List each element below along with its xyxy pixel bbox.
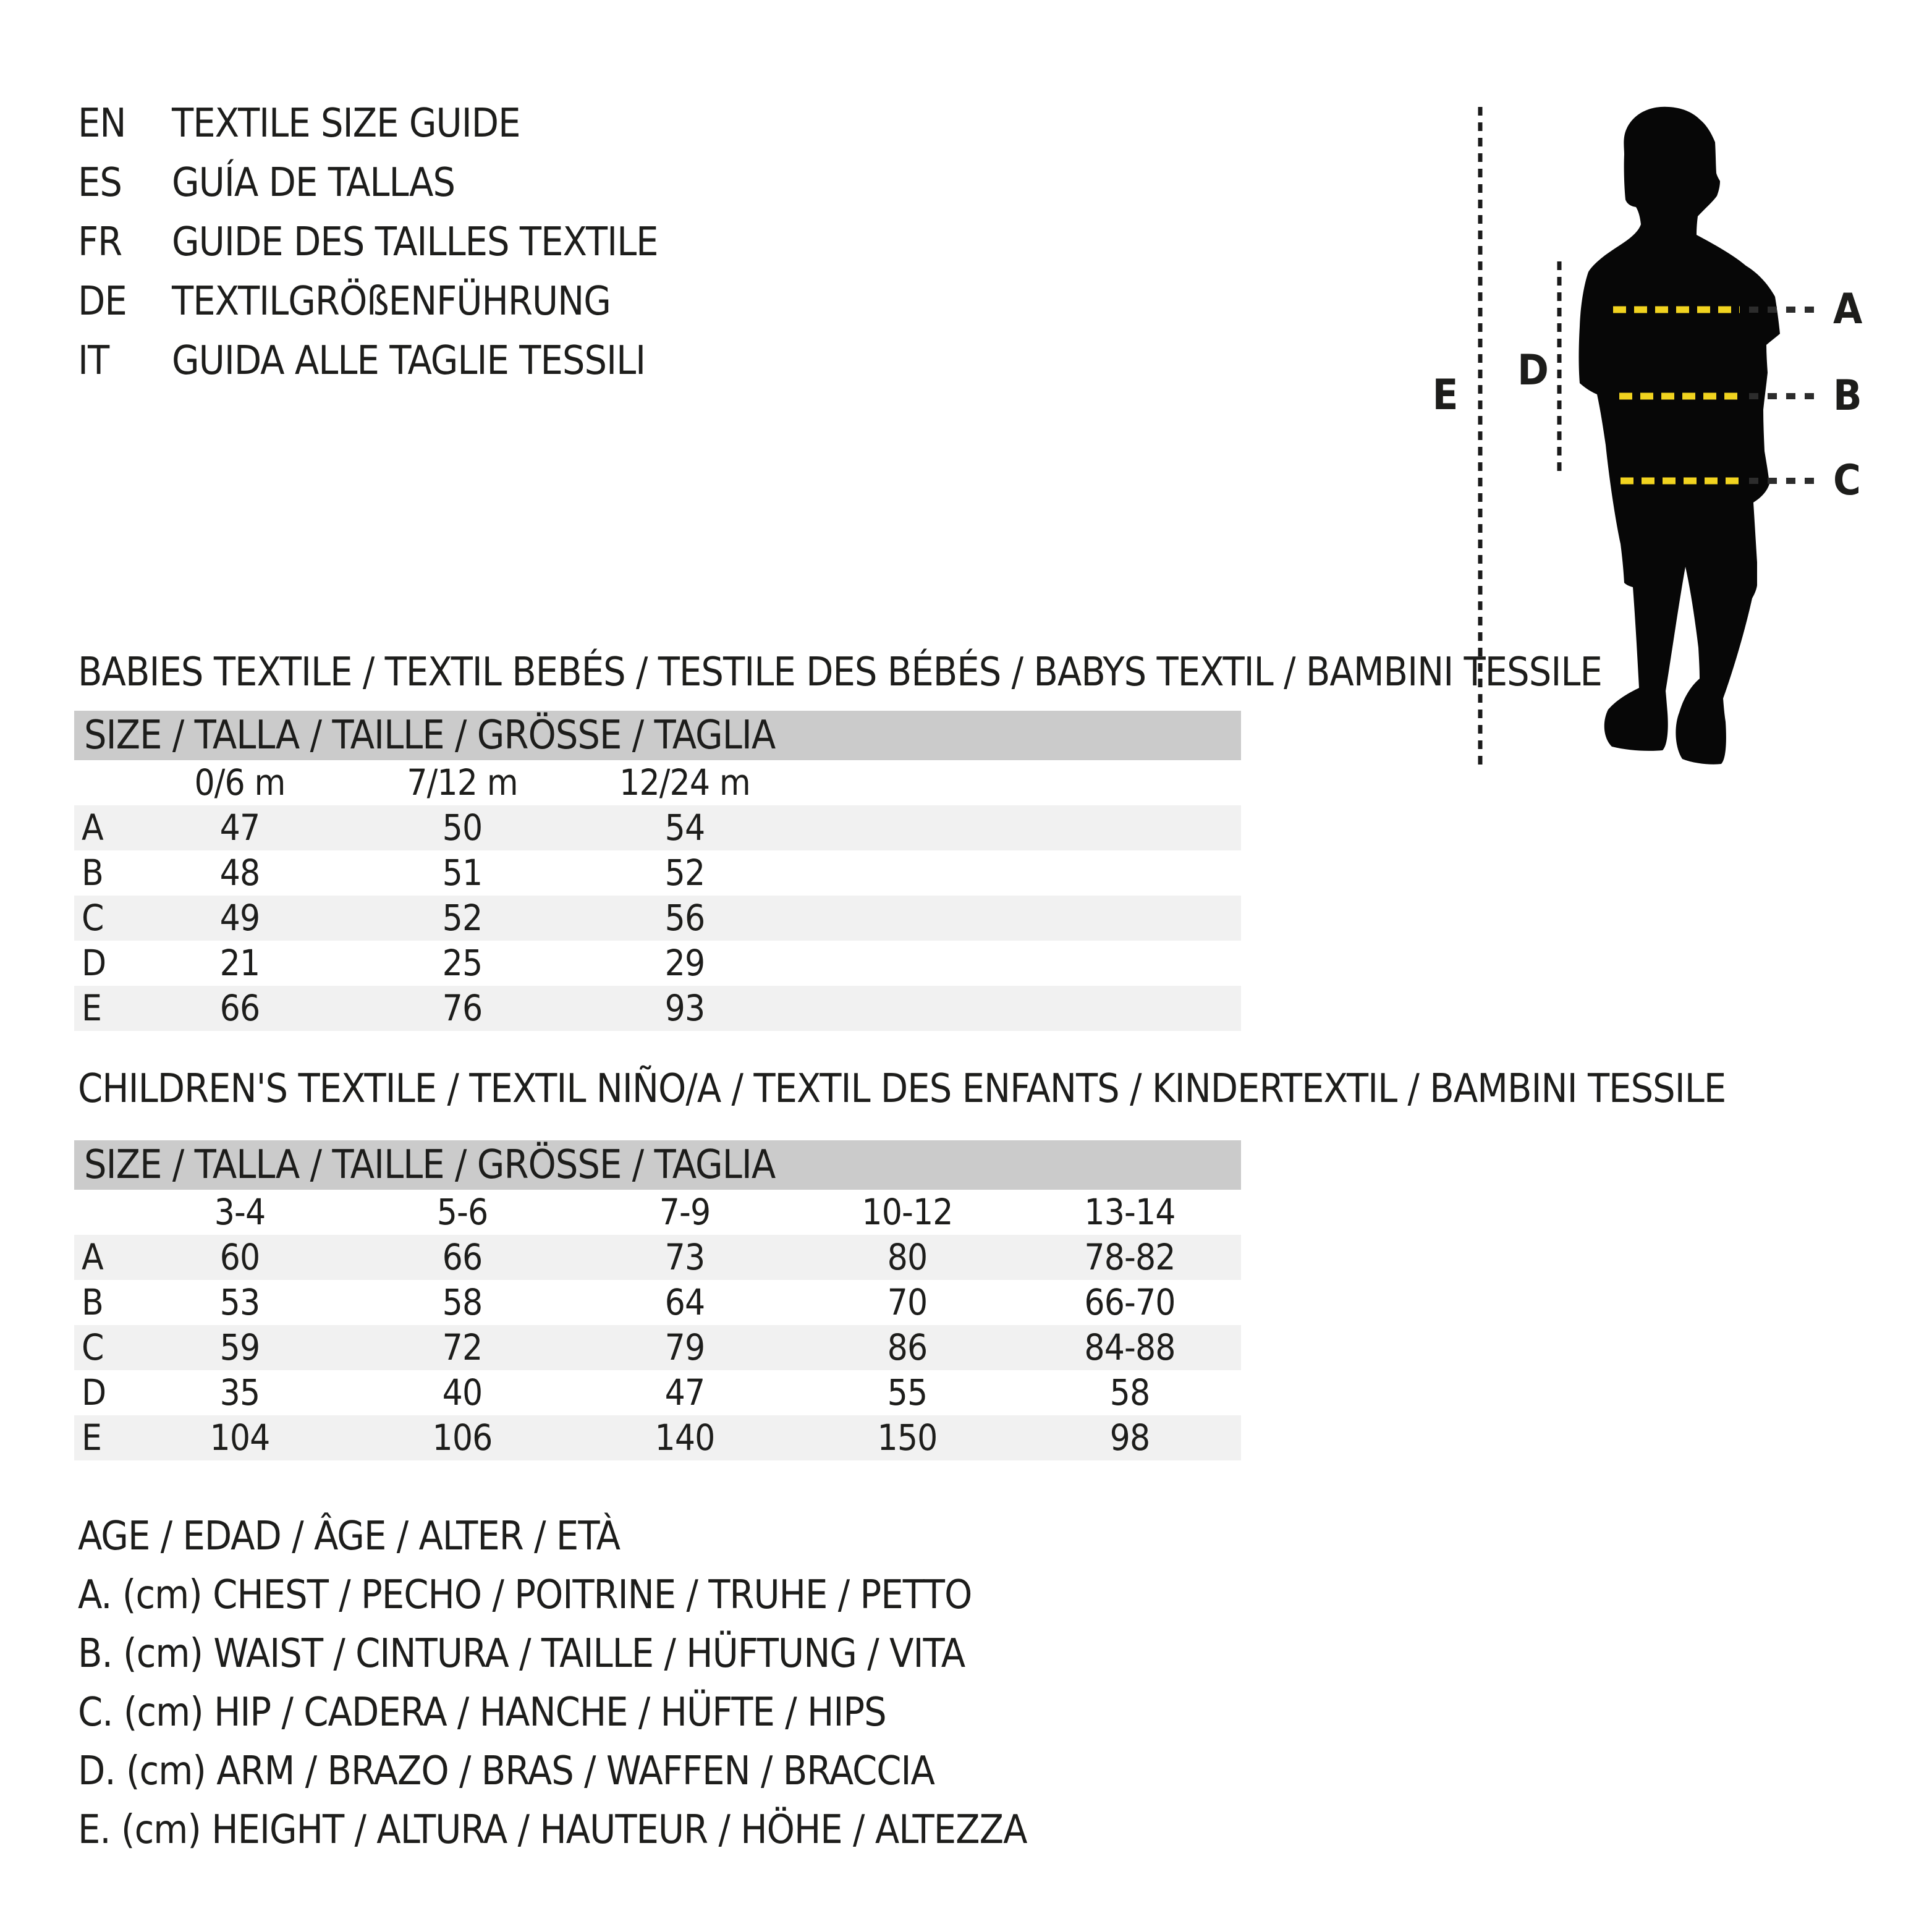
language-title: TEXTILE SIZE GUIDE xyxy=(172,101,520,146)
size-value-cell: 47 xyxy=(664,1371,705,1413)
size-value-cell: 76 xyxy=(442,987,483,1029)
language-title: GUIDA ALLE TAGLIE TESSILI xyxy=(172,338,646,384)
size-value-cell: 35 xyxy=(219,1371,260,1413)
column-header: 0/6 m xyxy=(194,761,286,803)
size-value-cell: 84-88 xyxy=(1084,1326,1176,1368)
column-header: 13-14 xyxy=(1084,1191,1176,1233)
language-row xyxy=(78,153,658,213)
language-title: GUIDE DES TAILLES TEXTILE xyxy=(172,219,658,265)
size-value-cell: 25 xyxy=(442,942,483,984)
table-row xyxy=(74,1235,1241,1280)
table-row xyxy=(74,1280,1241,1325)
column-header: 10-12 xyxy=(862,1191,953,1233)
children-size-table xyxy=(74,1140,1241,1460)
size-value-cell: 49 xyxy=(219,897,260,939)
size-value-cell: 53 xyxy=(219,1281,260,1323)
size-value-cell: 64 xyxy=(664,1281,705,1323)
row-label: A xyxy=(82,1236,103,1278)
row-label: B xyxy=(82,1281,103,1323)
size-value-cell: 72 xyxy=(442,1326,483,1368)
row-label: D xyxy=(82,1371,106,1413)
legend-line: C. (cm) HIP / CADERA / HANCHE / HÜFTE / HIPS xyxy=(78,1690,886,1735)
row-label-spacer xyxy=(74,1190,129,1235)
column-header: 12/24 m xyxy=(619,761,750,803)
language-title: GUÍA DE TALLAS xyxy=(172,160,455,206)
size-value-cell: 60 xyxy=(219,1236,260,1278)
size-value-cell: 58 xyxy=(442,1281,483,1323)
column-header: 3-4 xyxy=(214,1191,266,1233)
column-header: 7/12 m xyxy=(407,761,518,803)
size-value-cell: 51 xyxy=(442,852,483,894)
column-header-row xyxy=(74,760,1241,805)
size-value-cell: 50 xyxy=(442,807,483,849)
table-row xyxy=(74,850,1241,896)
row-label: C xyxy=(82,1326,104,1368)
size-value-cell: 52 xyxy=(664,852,705,894)
legend-line: D. (cm) ARM / BRAZO / BRAS / WAFFEN / BRACCIA xyxy=(78,1748,934,1794)
language-code: DE xyxy=(78,279,127,324)
size-table-header-bar: SIZE / TALLA / TAILLE / GRÖSSE / TAGLIA xyxy=(74,1140,1241,1190)
table-row xyxy=(74,1325,1241,1370)
row-label: A xyxy=(82,807,103,849)
size-value-cell: 140 xyxy=(655,1417,715,1459)
table-row xyxy=(74,941,1241,986)
size-value-cell: 93 xyxy=(664,987,705,1029)
language-title-block xyxy=(78,94,658,391)
size-value-cell: 52 xyxy=(442,897,483,939)
child-silhouette xyxy=(1579,107,1781,765)
legend-line: B. (cm) WAIST / CINTURA / TAILLE / HÜFTUNG / VITA xyxy=(78,1631,965,1677)
legend-line: AGE / EDAD / ÂGE / ALTER / ETÀ xyxy=(78,1514,620,1559)
size-value-cell: 40 xyxy=(442,1371,483,1413)
row-label: E xyxy=(82,987,102,1029)
size-value-cell: 66 xyxy=(219,987,260,1029)
language-row xyxy=(78,272,658,331)
size-value-cell: 66 xyxy=(442,1236,483,1278)
language-row xyxy=(78,331,658,391)
figure-label-arm: D xyxy=(1517,346,1548,395)
size-value-cell: 106 xyxy=(432,1417,493,1459)
figure-label-chest: A xyxy=(1833,285,1862,334)
legend-line: A. (cm) CHEST / PECHO / POITRINE / TRUHE / PETTO xyxy=(78,1572,972,1618)
language-code: EN xyxy=(78,101,126,146)
figure-label-height: E xyxy=(1432,371,1458,420)
size-value-cell: 70 xyxy=(887,1281,928,1323)
language-code: FR xyxy=(78,219,122,265)
children-section-heading: CHILDREN'S TEXTILE / TEXTIL NIÑO/A / TEXTIL DES ENFANTS / KINDERTEXTIL / BAMBINI TESSILE xyxy=(78,1066,1726,1112)
row-label: C xyxy=(82,897,104,939)
row-label-spacer xyxy=(74,760,129,805)
legend-line: E. (cm) HEIGHT / ALTURA / HAUTEUR / HÖHE / ALTEZZA xyxy=(78,1807,1027,1853)
figure-label-waist: B xyxy=(1833,371,1862,420)
size-value-cell: 59 xyxy=(219,1326,260,1368)
babies-section-heading: BABIES TEXTILE / TEXTIL BEBÉS / TESTILE DES BÉBÉS / BABYS TEXTIL / BAMBINI TESSILE xyxy=(78,650,1602,695)
language-row xyxy=(78,213,658,272)
column-header: 5-6 xyxy=(436,1191,488,1233)
row-label: B xyxy=(82,852,103,894)
size-value-cell: 79 xyxy=(664,1326,705,1368)
size-table-header-bar: SIZE / TALLA / TAILLE / GRÖSSE / TAGLIA xyxy=(74,711,1241,760)
size-value-cell: 29 xyxy=(664,942,705,984)
column-header: 7-9 xyxy=(659,1191,711,1233)
size-value-cell: 54 xyxy=(664,807,705,849)
table-row xyxy=(74,896,1241,941)
size-value-cell: 150 xyxy=(877,1417,938,1459)
size-value-cell: 98 xyxy=(1109,1417,1150,1459)
size-value-cell: 78-82 xyxy=(1084,1236,1176,1278)
language-row xyxy=(78,94,658,153)
size-value-cell: 47 xyxy=(219,807,260,849)
babies-size-table xyxy=(74,711,1241,1031)
figure-label-hip: C xyxy=(1833,456,1860,505)
table-row xyxy=(74,986,1241,1031)
size-value-cell: 86 xyxy=(887,1326,928,1368)
measurement-legend xyxy=(78,1507,1027,1860)
language-code: ES xyxy=(78,160,122,206)
size-value-cell: 73 xyxy=(664,1236,705,1278)
row-label: D xyxy=(82,942,106,984)
table-row xyxy=(74,1415,1241,1460)
language-title: TEXTILGRÖßENFÜHRUNG xyxy=(172,279,611,324)
size-value-cell: 104 xyxy=(210,1417,270,1459)
size-value-cell: 48 xyxy=(219,852,260,894)
size-value-cell: 80 xyxy=(887,1236,928,1278)
column-header-row xyxy=(74,1190,1241,1235)
size-value-cell: 58 xyxy=(1109,1371,1150,1413)
size-value-cell: 55 xyxy=(887,1371,928,1413)
size-value-cell: 21 xyxy=(219,942,260,984)
row-label: E xyxy=(82,1417,102,1459)
size-value-cell: 56 xyxy=(664,897,705,939)
table-row xyxy=(74,805,1241,850)
table-row xyxy=(74,1370,1241,1415)
language-code: IT xyxy=(78,338,109,384)
size-value-cell: 66-70 xyxy=(1084,1281,1176,1323)
